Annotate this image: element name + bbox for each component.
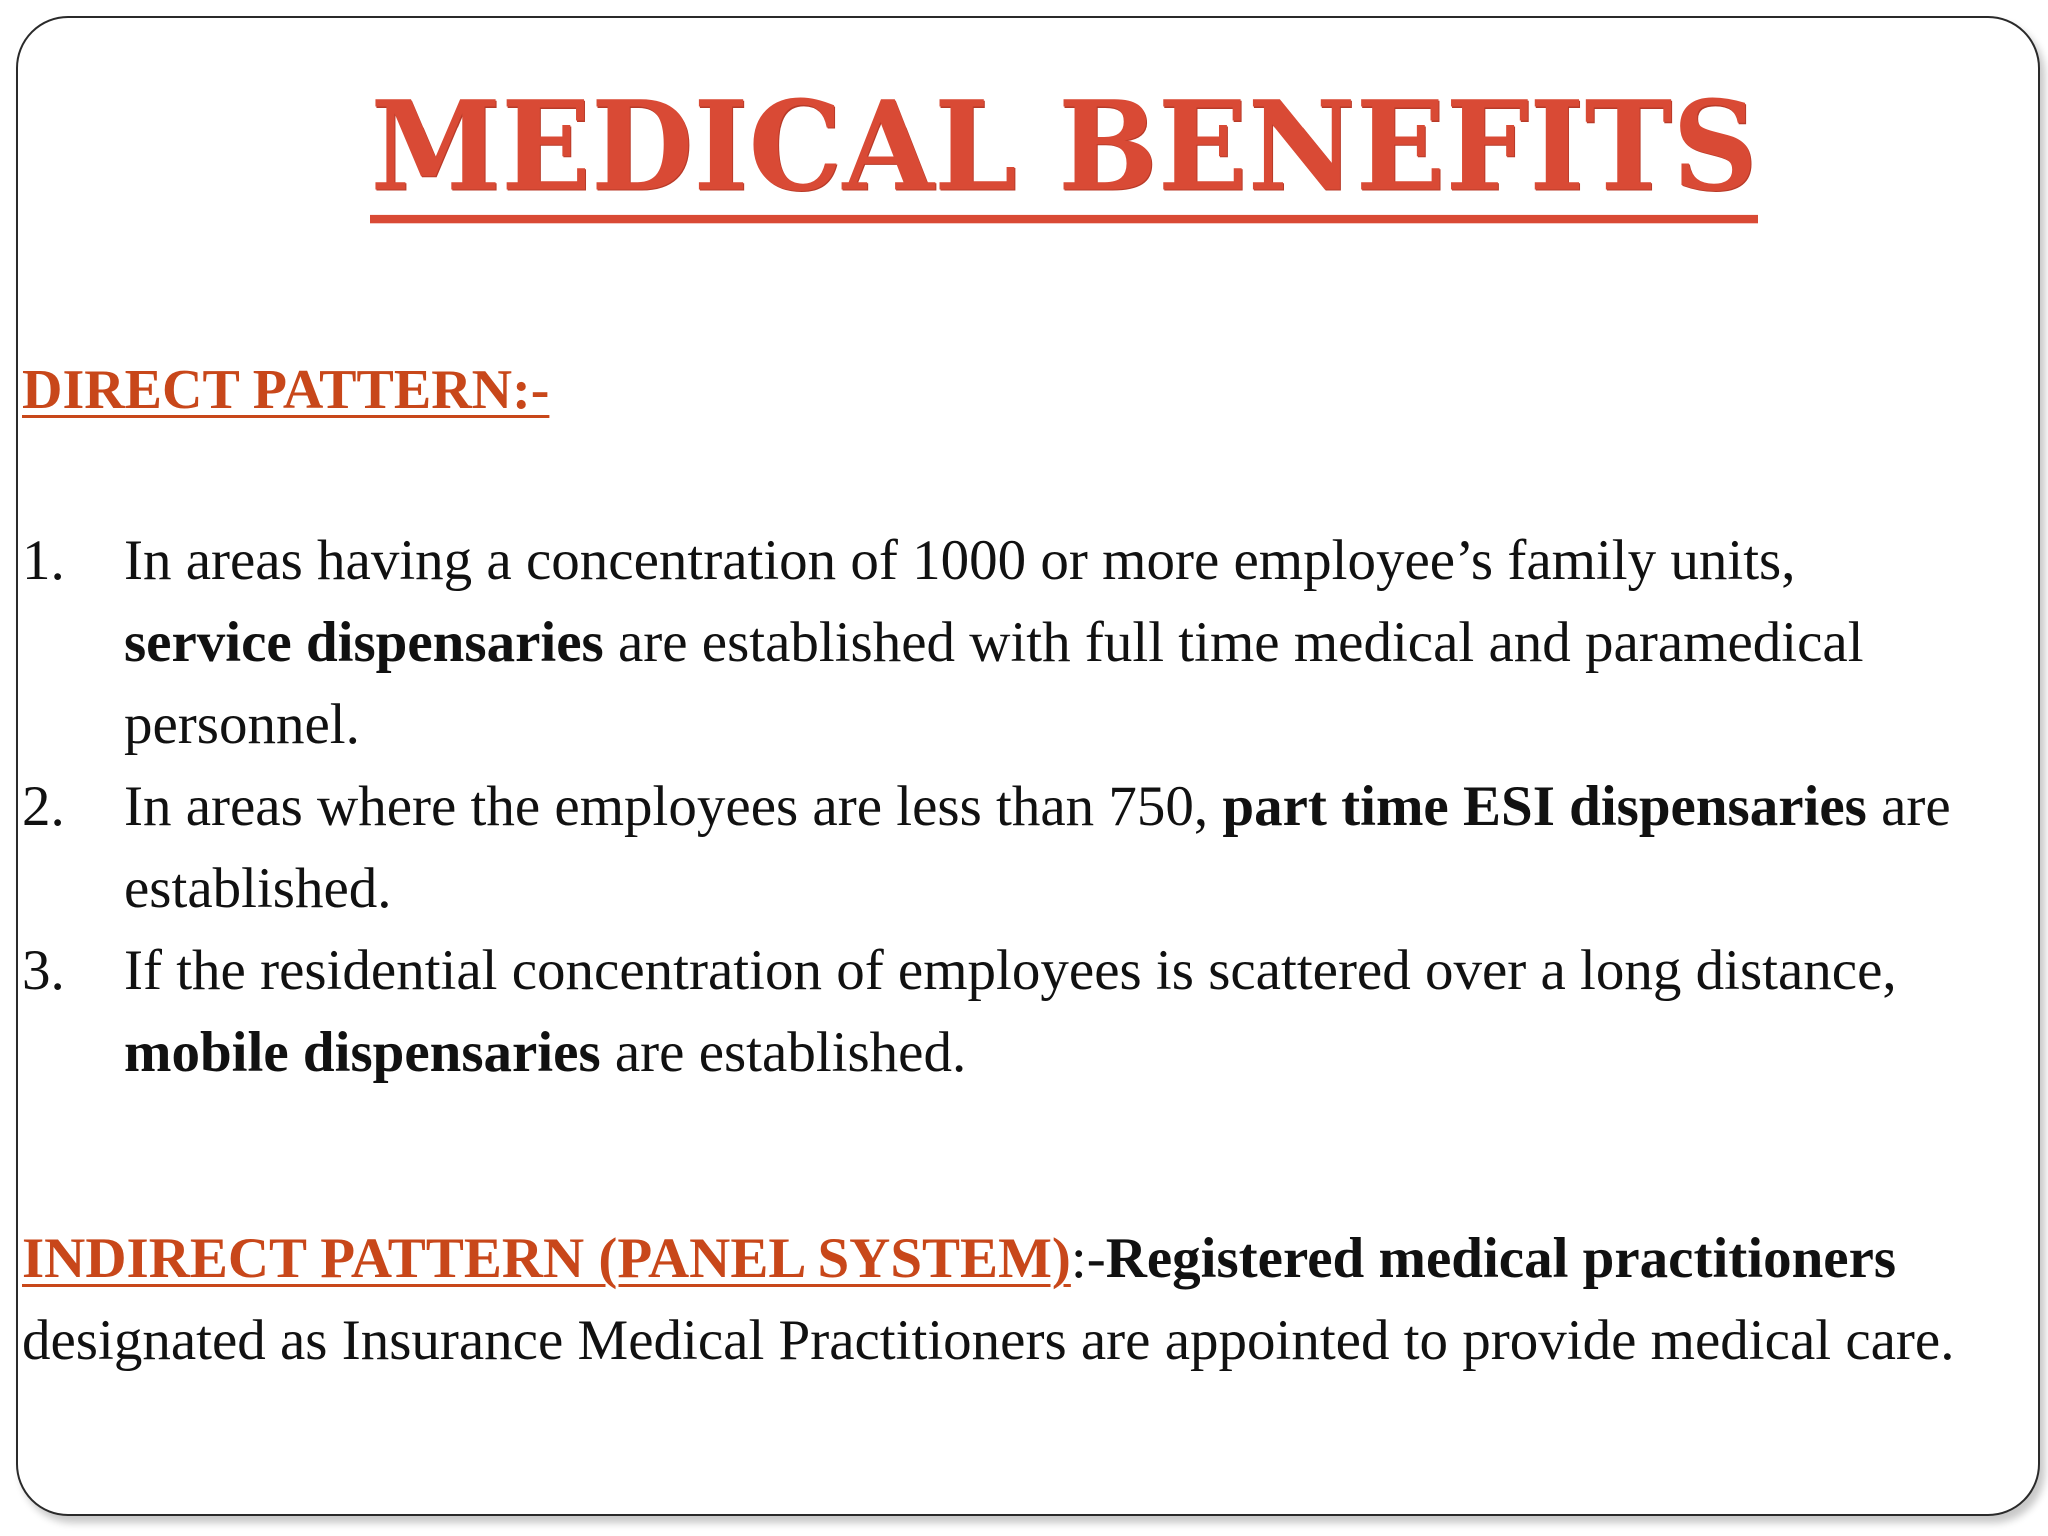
list-item-number: 2. [22,775,65,838]
list-item-text-continued: are established. [124,775,1951,920]
indirect-pattern-heading: INDIRECT PATTERN (PANEL SYSTEM) [22,1227,1071,1290]
indirect-pattern-separator: :- [1070,1227,1106,1290]
list-item-bold-term: part time ESI dispensaries [1222,775,1867,838]
list-item-text: In areas having a concentration of 1000 or more employee’s family units, [124,529,1796,592]
slide-title-text: MEDICAL BENEFITS [370,85,1757,224]
list-item-text-continued: are established. [600,1021,967,1084]
list-item-text: If the residential concentration of employees is scattered over a long distance, [124,939,1897,1002]
list-item-bold-term: mobile dispensaries [124,1021,601,1084]
list-item-bold-term: service dispensaries [124,611,604,674]
list-item-text: In areas where the employees are less than 750, [124,775,1223,838]
list-item-number: 1. [22,529,65,592]
slide-title [0,73,2048,224]
list-item-text-continued: are established with full time medical and paramedical personnel. [124,611,1864,756]
indirect-pattern-paragraph [22,1218,2032,1382]
indirect-pattern-bold-term: Registered medical practitioners [1105,1227,1897,1290]
direct-pattern-heading: DIRECT PATTERN:- [22,359,550,421]
list-item [22,520,2032,766]
direct-pattern-list [22,520,2032,1094]
list-item [22,766,2032,930]
list-item [22,930,2032,1094]
indirect-pattern-text: designated as Insurance Medical Practitioners are appointed to provide medical care. [22,1309,1955,1372]
list-item-number: 3. [22,939,65,1002]
